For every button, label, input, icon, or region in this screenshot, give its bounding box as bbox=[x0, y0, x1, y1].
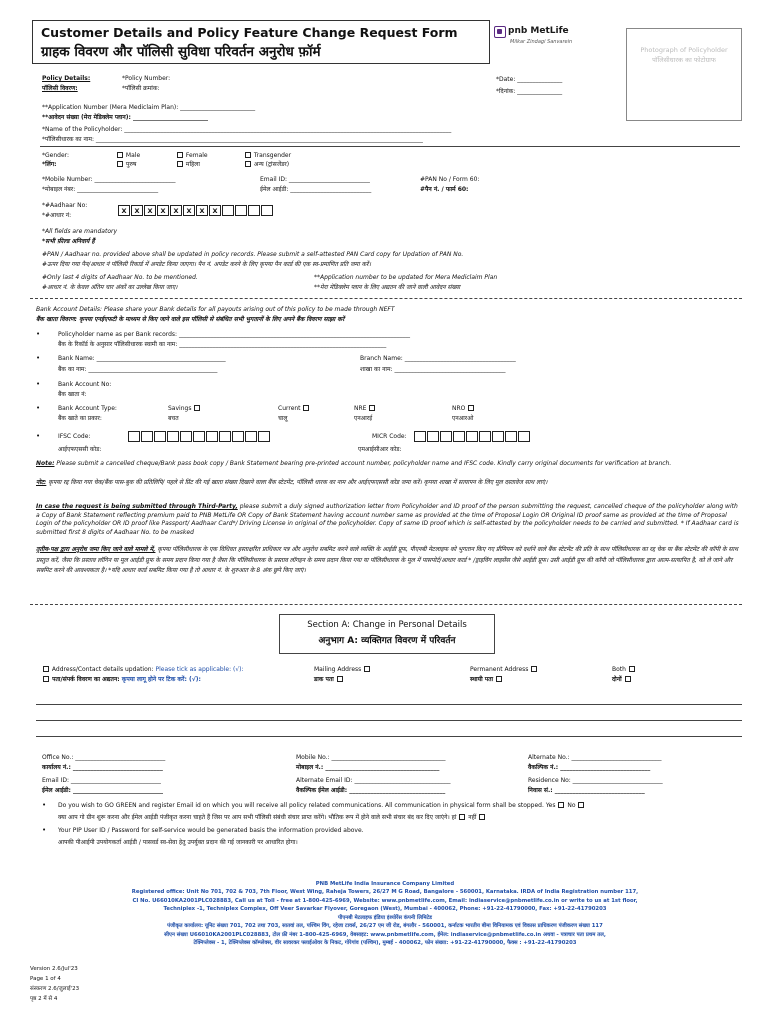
aadhaar-digit-box[interactable]: X bbox=[118, 205, 130, 216]
office-no-field-hi[interactable]: कार्यालय नं.: ______________________________ bbox=[42, 764, 163, 771]
third-party-note-en bbox=[36, 503, 740, 538]
section-a-title-en: Section A: Change in Personal Details bbox=[307, 620, 467, 630]
both-label-hi: दोनों bbox=[612, 676, 622, 683]
third-party-text-en: please submit a duly signed authorization letter from Policyholder and ID proof of the person submitting the request, cancelled cheque of the policyholder along with a Copy of Bank Statement reflecting premium paid to PNB MetLife OR Copy of Bank Statement having account number same as provided at the time of Proposal Login OR Original ID proof same as provided at the time of Proposal Login of the policyholder OR ID proof like Passport/ Aadhaar Card*/ Driving License in original of the policyholder. Copy of same ID proof which is self-attested by the policyholder needs to be carried and submitted. * If Aadhaar card is submitted first 8 digits of Aadhaar No. to be masked bbox=[36, 503, 739, 537]
cut-line bbox=[30, 298, 742, 299]
footer-company-hi: पीएनबी मेटलाइफ इंडिया इंश्योरेंस कंपनी लिमिटेड bbox=[337, 914, 433, 921]
pan-field-en[interactable]: #PAN No / Form 60: bbox=[420, 176, 480, 183]
go-green-yes-checkbox-hi[interactable] bbox=[459, 814, 465, 820]
micr-digit-box[interactable] bbox=[414, 431, 426, 442]
office-no-field-en[interactable]: Office No.: ______________________________ bbox=[42, 754, 166, 761]
bullet: • bbox=[36, 380, 41, 388]
application-number-field-hi[interactable]: **आवेदन संख्या (मेरा मेडिक्लेम प्लान): _________________________ bbox=[42, 114, 208, 121]
address-line-2[interactable] bbox=[36, 720, 742, 721]
nro-checkbox[interactable] bbox=[468, 405, 474, 411]
note-label-hi: नोट: bbox=[36, 479, 47, 486]
both-option[interactable] bbox=[612, 666, 636, 674]
bullet: • bbox=[36, 330, 41, 338]
email-field-en[interactable]: Email ID: ___________________________ bbox=[260, 176, 370, 183]
nro-option[interactable] bbox=[452, 405, 475, 413]
go-green-text-en: Do you wish to GO GREEN and register Email id on which you will receive all policy related communications. All communication in physical form shall be stopped. bbox=[58, 802, 544, 809]
divider bbox=[40, 146, 740, 147]
go-green-no-label: No bbox=[567, 802, 576, 809]
mailing-checkbox-hi[interactable] bbox=[337, 676, 343, 682]
ifsc-digit-box[interactable] bbox=[180, 431, 192, 442]
gender-label-hi: *लिंग: bbox=[42, 161, 57, 168]
third-party-note-hi bbox=[36, 545, 740, 577]
both-checkbox-hi[interactable] bbox=[625, 676, 631, 682]
micr-digit-box[interactable] bbox=[453, 431, 465, 442]
email-id-field-hi[interactable]: ईमेल आईडी: ______________________________ bbox=[42, 787, 164, 794]
transgender-checkbox-hi[interactable] bbox=[245, 161, 251, 167]
policy-details-label-hi: पॉलिसी विवरण: bbox=[42, 85, 78, 92]
aadhaar-digit-box[interactable] bbox=[248, 205, 260, 216]
mandatory-note-en: *All fields are mandatory bbox=[42, 228, 118, 235]
go-green-question-hi bbox=[58, 814, 486, 822]
form-title-en: Customer Details and Policy Feature Change Request Form bbox=[41, 25, 458, 40]
residence-no-field-hi[interactable]: निवास सं.: ______________________________ bbox=[528, 787, 645, 794]
policy-number-label-hi: *पॉलिसी क्रमांक: bbox=[122, 85, 160, 92]
micr-digit-box[interactable] bbox=[492, 431, 504, 442]
mailing-checkbox[interactable] bbox=[364, 666, 370, 672]
app-note-hi: **मेरा मेडिक्लेम प्लान के लिए अद्यतन की जाने वाली आवेदन संख्या bbox=[314, 284, 461, 291]
transgender-checkbox[interactable] bbox=[245, 152, 251, 158]
ifsc-boxes[interactable] bbox=[128, 431, 271, 442]
micr-label-hi: एमआईसीआर कोड: bbox=[358, 446, 402, 453]
bank-note-hi bbox=[36, 479, 740, 488]
micr-digit-box[interactable] bbox=[427, 431, 439, 442]
mobile-no-field-en[interactable]: Mobile No.: ______________________________________ bbox=[296, 754, 446, 761]
aadhaar-digit-box[interactable]: X bbox=[183, 205, 195, 216]
pan-note-en: #PAN / Aadhaar no. provided above shall be updated in policy records. Please submit a self-attested PAN Card copy for Updation of PAN No. bbox=[42, 251, 464, 258]
aadhaar-note-en: #Only last 4 digits of Aadhaar No. to be mentioned. bbox=[42, 274, 198, 281]
bullet: • bbox=[36, 404, 41, 412]
micr-digit-box[interactable] bbox=[479, 431, 491, 442]
both-option-hi[interactable] bbox=[612, 676, 632, 684]
permanent-label-hi: स्थायी पता bbox=[470, 676, 494, 683]
logo-mark-icon bbox=[494, 26, 506, 38]
alternate-no-field-hi[interactable]: वैकल्पिक नं.: ______________________________ bbox=[528, 764, 651, 771]
update-label-hi bbox=[42, 676, 201, 684]
account-type-label-en: Bank Account Type: bbox=[58, 405, 117, 412]
version-hi: संस्करण 2.6/जुलाई'23 bbox=[30, 986, 80, 992]
pan-field-hi[interactable]: #पैन नं. / फार्म 60: bbox=[420, 186, 469, 193]
app-note-en: **Application number to be updated for Mera Mediclaim Plan bbox=[314, 274, 498, 281]
policy-number-label-en: *Policy Number: bbox=[122, 75, 171, 82]
female-label-en: Female bbox=[185, 152, 208, 159]
bullet: • bbox=[42, 826, 47, 834]
update-checkbox[interactable] bbox=[43, 666, 49, 672]
footer-registered-hi: पंजीकृत कार्यालय: यूनिट संख्या 701, 702 तथा 703, सातवां तल, पश्चिम विंग, रहेजा टावर्स, 26/27 एम जी रोड, बंगलौर - 560001, कर्नाटक भारतीय बीमा विनियामक एवं विकास प्राधिकरण पंजीकरण संख्या 117 bbox=[167, 923, 603, 930]
note-text-hi: कृपया रद्द किया गया चेक/बैंक पास-बुक की प्रतिलिपि/ पहले से प्रिंट की गई खाता संख्या दिखाने वाला बैंक स्टेटमेंट, पॉलिसी धारक का नाम और आईएफएससी कोड जमा करें। कृपया शाखा में सत्यापन के लिए मूल दस्तावेज साथ लाएं। bbox=[46, 479, 548, 486]
gender-female-option[interactable] bbox=[176, 152, 208, 160]
male-label-en: Male bbox=[125, 152, 141, 159]
aadhaar-label-hi: *#आधार नं: bbox=[42, 212, 72, 219]
nro-label-hi: एनआरओ bbox=[452, 415, 474, 422]
third-party-text-hi: कृपया पॉलिसीधारक के एक विधिवत हस्ताक्षरित प्राधिकार पत्र और अनुरोध सबमिट करने वाले व्यक्ति के आईडी प्रूफ, पीएनबी मेटलाइफ को भुगतान किए गए प्रीमियम को दर्शाने वाले बैंक स्टेटमेंट की प्रति के साथ पॉलिसीधारक का रद्द चेक या बैंक स्टेटमेंट की कॉपी के साथ प्रस्तुत करें, जैसा कि प्रस्ताव लॉगिन या मूल आईडी प्रूफ के समय प्रदान किया गया है जैसा कि पॉलिसीधारक के प्रस्ताव लॉगइन के समय प्रदान किया गया या पॉलिसीधारक के मूल में पासपोर्ट/आधार कार्ड * /ड्राइविंग लाइसेंस जैसे आईडी प्रूफ। उसी आईडी प्रूफ की कॉपी जो पॉलिसीधारक द्वारा आत्म-सत्यापित है, को ले जाने और सबमिट करने की आवश्यकता है। *यदि आधार कार्ड सबमिट किया गया है तो आधार नं. के शुरुआत के 8 अंक छुपे किए जाएं। bbox=[36, 546, 738, 574]
form-title-hi: ग्राहक विवरण और पॉलिसी सुविधा परिवर्तन अनुरोध फ़ॉर्म bbox=[41, 44, 321, 60]
third-party-label-hi: तृतीय-पक्ष द्वारा अनुरोध जमा किए जाने वाले मामले में, bbox=[36, 546, 156, 553]
mailing-label-en: Mailing Address bbox=[314, 666, 362, 673]
male-checkbox-hi[interactable] bbox=[117, 161, 123, 167]
permanent-option-hi[interactable] bbox=[470, 676, 503, 684]
nre-checkbox[interactable] bbox=[369, 405, 375, 411]
aadhaar-digit-box[interactable]: X bbox=[157, 205, 169, 216]
bank-name-field-en[interactable]: Bank Name: ___________________________________________ bbox=[58, 355, 226, 362]
application-number-field-en[interactable]: **Application Number (Mera Mediclaim Plan): _________________________ bbox=[42, 104, 256, 111]
branch-name-field-en[interactable]: Branch Name: _____________________________________ bbox=[360, 355, 516, 362]
permanent-label-en: Permanent Address bbox=[470, 666, 529, 673]
section-a-title-hi: अनुभाग A: व्यक्तिगत विवरण में परिवर्तन bbox=[318, 635, 456, 646]
bullet: • bbox=[36, 432, 41, 440]
address-line-1[interactable] bbox=[36, 704, 742, 705]
mailing-option-hi[interactable] bbox=[314, 676, 344, 684]
go-green-yes-label: Yes bbox=[545, 802, 556, 809]
aadhaar-digit-box[interactable]: X bbox=[131, 205, 143, 216]
nre-label-hi: एनआरई bbox=[354, 415, 373, 422]
bank-intro-en: Bank Account Details: Please share your Bank details for all payouts arising out of this policy to be made through NEFT bbox=[36, 306, 395, 313]
mailing-option[interactable] bbox=[314, 666, 371, 674]
gender-label-en: *Gender: bbox=[42, 152, 70, 159]
form-title-box bbox=[32, 20, 490, 64]
aadhaar-note-hi: #आधार नं. के केवल अंतिम चार अंकों का उल्लेख किया जाए। bbox=[42, 284, 178, 291]
ifsc-digit-box[interactable] bbox=[193, 431, 205, 442]
aadhaar-digit-box[interactable]: X bbox=[196, 205, 208, 216]
footer-address-en: Techniplex -1, Techniplex Complex, Off Veer Savarkar Flyover, Goregaon (West), Mumbai - 400062, Phone: +91-22-41790000, Fax: +91-22-41790203 bbox=[163, 906, 607, 913]
aadhaar-digit-box[interactable] bbox=[235, 205, 247, 216]
ifsc-digit-box[interactable] bbox=[245, 431, 257, 442]
go-green-no-checkbox[interactable] bbox=[578, 802, 584, 808]
mandatory-note-hi: *सभी फ़ील्ड अनिवार्य हैं bbox=[42, 238, 95, 245]
savings-option[interactable] bbox=[168, 405, 201, 413]
go-green-no-label-hi: नहीं bbox=[468, 814, 477, 821]
ifsc-digit-box[interactable] bbox=[141, 431, 153, 442]
footer-cin-hi: सीएन संख्या U66010KA2001PLC028883, टोल फ्री नंबर 1-800-425-6969, वेबसाइट: www.pnbmetlife.com, ईमेल: indiaservice@pnbmetlife.co.in अथवा - पत्राचार पता प्रथम तल, bbox=[164, 931, 606, 938]
female-checkbox[interactable] bbox=[177, 152, 183, 158]
aadhaar-digit-box[interactable] bbox=[261, 205, 273, 216]
aadhaar-boxes[interactable] bbox=[118, 205, 274, 216]
page-number-hi: पृष्ठ 2 में से 4 bbox=[30, 996, 58, 1002]
micr-digit-box[interactable] bbox=[440, 431, 452, 442]
savings-label-hi: बचत bbox=[168, 415, 179, 422]
note-text-en: Please submit a cancelled cheque/Bank pass book copy / Bank Statement bearing pre-printed account number, policyholder name and IFSC code. Kindly carry original documents for verification at branch. bbox=[54, 460, 672, 467]
update-hint-hi: कृपया लागू होने पर टिक करें: (√): bbox=[119, 676, 201, 683]
both-checkbox[interactable] bbox=[629, 666, 635, 672]
update-checkbox-hi[interactable] bbox=[43, 676, 49, 682]
update-hint-en: Please tick as applicable: (√): bbox=[153, 666, 244, 673]
ifsc-digit-box[interactable] bbox=[206, 431, 218, 442]
gender-trans-option-hi[interactable] bbox=[244, 161, 289, 169]
bank-holder-field-en[interactable]: Policyholder name as per Bank records: _____________________________________________________________________________ bbox=[58, 331, 410, 338]
ifsc-digit-box[interactable] bbox=[154, 431, 166, 442]
footer-address-hi: टेक्निप्लेक्स - 1, टेक्निप्लेक्स कॉम्प्लेक्स, वीर सावरकर फ्लाईओवर के निकट, गोरेगांव (पश्चिम), मुम्बई - 400062, फोन संख्या: +91-22-41790000, फैक्स : +91-22-41790203 bbox=[193, 940, 577, 947]
pip-note-en: Your PIP User ID / Password for self-service would be generated basis the information provided above. bbox=[58, 827, 364, 834]
update-text-en: Address/Contact details updation: bbox=[51, 666, 154, 673]
update-label-en bbox=[42, 666, 244, 674]
update-text-hi: पता/संपर्क विवरण का अद्यतन: bbox=[52, 676, 120, 683]
nre-option[interactable] bbox=[354, 405, 376, 413]
footer-company-en: PNB MetLife India Insurance Company Limited bbox=[315, 881, 455, 887]
photo-label-hi: पॉलिसीधारक का फोटोग्राफ bbox=[652, 56, 716, 65]
address-line-3[interactable] bbox=[36, 736, 742, 737]
micr-digit-box[interactable] bbox=[466, 431, 478, 442]
bank-holder-field-hi[interactable]: बैंक के रिकॉर्ड के अनुसार पॉलिसीधारक स्वामी का नाम: _____________________________________________________________________ bbox=[58, 341, 387, 348]
branch-name-field-hi[interactable]: शाखा का नाम: _____________________________________ bbox=[360, 366, 506, 373]
section-a-title-box bbox=[279, 614, 495, 654]
account-no-label-hi: बैंक खाता नं: bbox=[58, 391, 87, 398]
go-green-question-en bbox=[58, 802, 585, 810]
mobile-no-field-hi[interactable]: मोबाइल नं.: ______________________________________ bbox=[296, 764, 440, 771]
nre-label-en: NRE bbox=[354, 405, 367, 412]
logo-tagline: Milkar Zindagi Sanvarein bbox=[510, 39, 573, 45]
current-checkbox[interactable] bbox=[303, 405, 309, 411]
ifsc-label-hi: आईएफएससी कोड: bbox=[58, 446, 102, 453]
transgender-label-hi: अन्य (ट्रांसजेंडर) bbox=[253, 161, 290, 168]
logo-text: pnb MetLife bbox=[508, 26, 569, 37]
note-label-en: Note: bbox=[36, 460, 55, 467]
current-option[interactable] bbox=[278, 405, 310, 413]
cut-line bbox=[30, 604, 742, 605]
female-label-hi: महिला bbox=[185, 161, 200, 168]
male-label-hi: पुरुष bbox=[125, 161, 137, 168]
date-field-hi[interactable]: *दिनांक: _______________ bbox=[496, 88, 563, 95]
go-green-no-checkbox-hi[interactable] bbox=[479, 814, 485, 820]
pip-note-hi: आपकी पीआईपी उपयोगकर्ता आईडी / पासवर्ड स्व-सेवा हेतु उपर्युक्त प्रदान की गई जानकारी पर आधारित होगा। bbox=[58, 839, 298, 846]
micr-boxes[interactable] bbox=[414, 431, 531, 442]
bank-name-field-hi[interactable]: बैंक का नाम: ___________________________________________ bbox=[58, 366, 218, 373]
mailing-label-hi: डाक पता bbox=[314, 676, 334, 683]
permanent-checkbox-hi[interactable] bbox=[496, 676, 502, 682]
transgender-label-en: Transgender bbox=[253, 152, 292, 159]
go-green-yes-checkbox[interactable] bbox=[558, 802, 564, 808]
alternate-no-field-en[interactable]: Alternate No.: ______________________________ bbox=[528, 754, 662, 761]
policyholder-name-field-hi[interactable]: *पॉलिसीधारक का नाम: _____________________________________________________________________________________________________________ bbox=[42, 136, 423, 143]
gender-female-option-hi[interactable] bbox=[176, 161, 200, 169]
aadhaar-digit-box[interactable] bbox=[222, 205, 234, 216]
residence-no-field-en[interactable]: Residence No: ______________________________ bbox=[528, 777, 663, 784]
bullet: • bbox=[36, 354, 41, 362]
permanent-checkbox[interactable] bbox=[531, 666, 537, 672]
mobile-field-en[interactable]: *Mobile Number: ___________________________ bbox=[42, 176, 176, 183]
company-footer bbox=[70, 880, 700, 948]
ifsc-digit-box[interactable] bbox=[128, 431, 140, 442]
policyholder-name-field-en[interactable]: *Name of the Policyholder: _____________________________________________________________________________________________________________ bbox=[42, 126, 452, 133]
female-checkbox-hi[interactable] bbox=[177, 161, 183, 167]
male-checkbox[interactable] bbox=[117, 152, 123, 158]
bank-intro-hi: बैंक खाता विवरण: कृपया एनईएफटी के माध्यम से किए जाने वाले इस पॉलिसी से संबंधित सभी भुगतानों के लिए अपने बैंक विवरण साझा करें bbox=[36, 316, 345, 323]
aadhaar-digit-box[interactable]: X bbox=[144, 205, 156, 216]
both-label-en: Both bbox=[612, 666, 626, 673]
micr-label-en: MICR Code: bbox=[372, 433, 407, 440]
date-field-en[interactable]: *Date: _______________ bbox=[496, 76, 563, 83]
permanent-option[interactable] bbox=[470, 666, 538, 674]
aadhaar-digit-box[interactable]: X bbox=[170, 205, 182, 216]
nro-label-en: NRO bbox=[452, 405, 466, 412]
aadhaar-label-en: *#Aadhaar No: bbox=[42, 202, 88, 209]
gender-male-option-hi[interactable] bbox=[116, 161, 136, 169]
photo-label-en: Photograph of Policyholder bbox=[640, 46, 728, 54]
ifsc-digit-box[interactable] bbox=[258, 431, 270, 442]
account-no-label-en: Bank Account No: bbox=[58, 381, 112, 388]
ifsc-label-en: IFSC Code: bbox=[58, 433, 91, 440]
mobile-field-hi[interactable]: *मोबाइल नंबर: ___________________________ bbox=[42, 186, 159, 193]
gender-trans-option[interactable] bbox=[244, 152, 291, 160]
footer-registered-en: Registered office: Unit No 701, 702 & 703, 7th Floor, West Wing, Raheja Towers, 26/27 M G Road, Bangalore - 560001, Karnataka. IRDA of India Registration number 117, bbox=[131, 889, 639, 896]
gender-male-option[interactable] bbox=[116, 152, 140, 160]
pan-note-hi: #ऊपर दिया गया पैन/आधार नं पॉलिसी रिकार्ड में अपडेट किया जाएगा। पैन नं. अपडेट करने के लिए कृपया पैन कार्ड की एक स्व-प्रमाणित प्रति जमा करें। bbox=[42, 261, 371, 268]
ifsc-digit-box[interactable] bbox=[167, 431, 179, 442]
alternate-email-field-en[interactable]: Alternate Email ID: ________________________________ bbox=[296, 777, 451, 784]
go-green-text-hi: क्या आप गो ग्रीन शुरू करना और ईमेल आईडी पंजीकृत करना चाहते हैं जिस पर आप सभी पॉलिसी संबंधी संचार प्राप्त करेंगे। भौतिक रूप में होने वाले सभी संचार बंद कर दिए जाएंगे। हां bbox=[58, 814, 457, 821]
account-type-label-hi: बैंक खाते का प्रकार: bbox=[58, 415, 102, 422]
third-party-label-en: In case the request is being submitted through Third-Party, bbox=[36, 503, 238, 510]
savings-label-en: Savings bbox=[168, 405, 192, 412]
micr-digit-box[interactable] bbox=[518, 431, 530, 442]
bullet: • bbox=[42, 801, 47, 809]
photograph-box[interactable] bbox=[626, 28, 742, 121]
aadhaar-digit-box[interactable]: X bbox=[209, 205, 221, 216]
ifsc-digit-box[interactable] bbox=[219, 431, 231, 442]
email-id-field-en[interactable]: Email ID: ______________________________ bbox=[42, 777, 161, 784]
email-field-hi[interactable]: ईमेल आईडी: ___________________________ bbox=[260, 186, 372, 193]
current-label-en: Current bbox=[278, 405, 301, 412]
alternate-email-field-hi[interactable]: वैकल्पिक ईमेल आईडी: ________________________________ bbox=[296, 787, 446, 794]
pnb-metlife-logo bbox=[494, 26, 586, 45]
policy-details-label-en: Policy Details: bbox=[42, 75, 91, 82]
savings-checkbox[interactable] bbox=[194, 405, 200, 411]
page-number-en: Page 1 of 4 bbox=[30, 976, 61, 982]
bank-note-en bbox=[36, 460, 740, 469]
ifsc-digit-box[interactable] bbox=[232, 431, 244, 442]
footer-cin-en: CI No. U66010KA2001PLC028883, Call us at Toll - free at 1-800-425-6969, Website: www.pnbmetlife.com, Email: indiaservice@pnbmetlife.co.in or write to us at 1st floor, bbox=[132, 897, 638, 904]
micr-digit-box[interactable] bbox=[505, 431, 517, 442]
version-en: Version 2.6/Jul'23 bbox=[30, 966, 78, 972]
current-label-hi: चालू bbox=[278, 415, 288, 422]
